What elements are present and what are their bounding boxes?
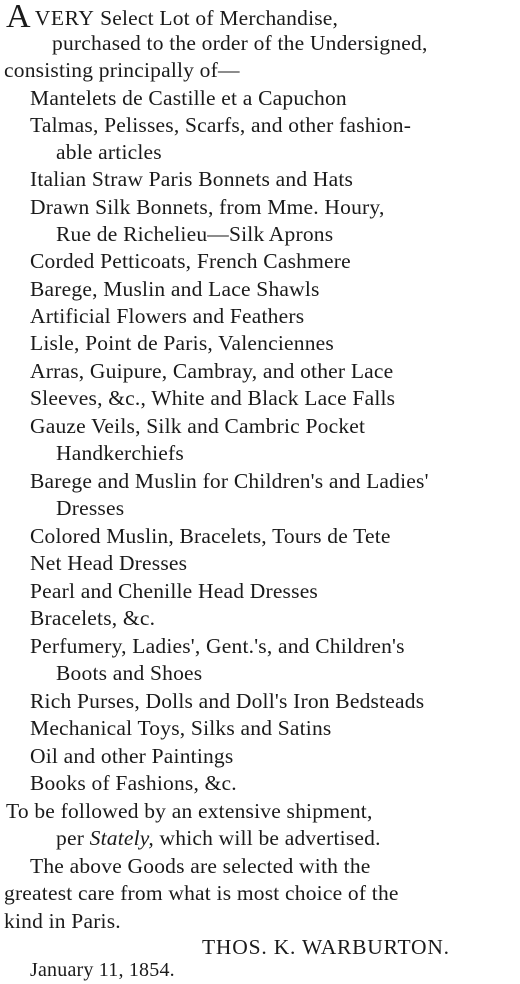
list-item: Talmas, Pelisses, Scarfs, and other fashion- [30,113,412,137]
list-item-continuation: Dresses [56,496,125,520]
closing-line-2: greatest care from what is most choice of the [4,881,399,905]
list-item-continuation: Boots and Shoes [56,661,203,685]
list-item: Rich Purses, Dolls and Doll's Iron Bedsteads [30,689,425,713]
list-item: Barege and Muslin for Children's and Ladies' [30,469,429,493]
list-item: Corded Petticoats, French Cashmere [30,249,351,273]
intro-first-word: VERY [34,6,95,30]
drop-cap: A [6,0,31,35]
list-item: Italian Straw Paris Bonnets and Hats [30,167,354,191]
list-item: Colored Muslin, Bracelets, Tours de Tete [30,524,391,548]
closing-line-3: kind in Paris. [4,909,121,933]
list-item: Pearl and Chenille Head Dresses [30,579,318,603]
list-item: Gauze Veils, Silk and Cambric Pocket [30,414,366,438]
list-item: Artificial Flowers and Feathers [30,304,305,328]
list-item: Drawn Silk Bonnets, from Mme. Houry, [30,195,385,219]
list-item: Books of Fashions, &c. [30,771,237,795]
signature: THOS. K. WARBURTON. [202,935,450,959]
list-item: Arras, Guipure, Cambray, and other Lace [30,359,394,383]
list-item: Barege, Muslin and Lace Shawls [30,277,320,301]
followup-line-2 [56,825,381,852]
list-item-continuation: Handkerchiefs [56,441,184,465]
intro-line-1 [6,0,338,34]
intro-line-2: purchased to the order of the Undersigned, [52,31,428,55]
list-item: Mechanical Toys, Silks and Satins [30,716,332,740]
followup-post: which will be advertised. [159,826,381,850]
list-item: Oil and other Paintings [30,744,234,768]
list-item: Lisle, Point de Paris, Valenciennes [30,331,334,355]
date-line: January 11, 1854. [30,959,175,981]
list-item: Bracelets, &c. [30,606,156,630]
intro-first-tail: Select Lot of Merchandise, [100,6,339,30]
intro-line-3: consisting principally of— [4,58,240,82]
followup-per: per [56,826,85,850]
closing-line-1: The above Goods are selected with the [30,854,371,878]
list-item: Perfumery, Ladies', Gent.'s, and Children's [30,634,405,658]
ship-name: Stately, [89,826,154,850]
list-item: Net Head Dresses [30,551,188,575]
list-item-continuation: Rue de Richelieu—Silk Aprons [56,222,334,246]
list-item: Mantelets de Castille et a Capuchon [30,86,347,110]
list-item: Sleeves, &c., White and Black Lace Falls [30,386,396,410]
followup-line-1: To be followed by an extensive shipment, [6,799,373,823]
list-item-continuation: able articles [56,140,162,164]
